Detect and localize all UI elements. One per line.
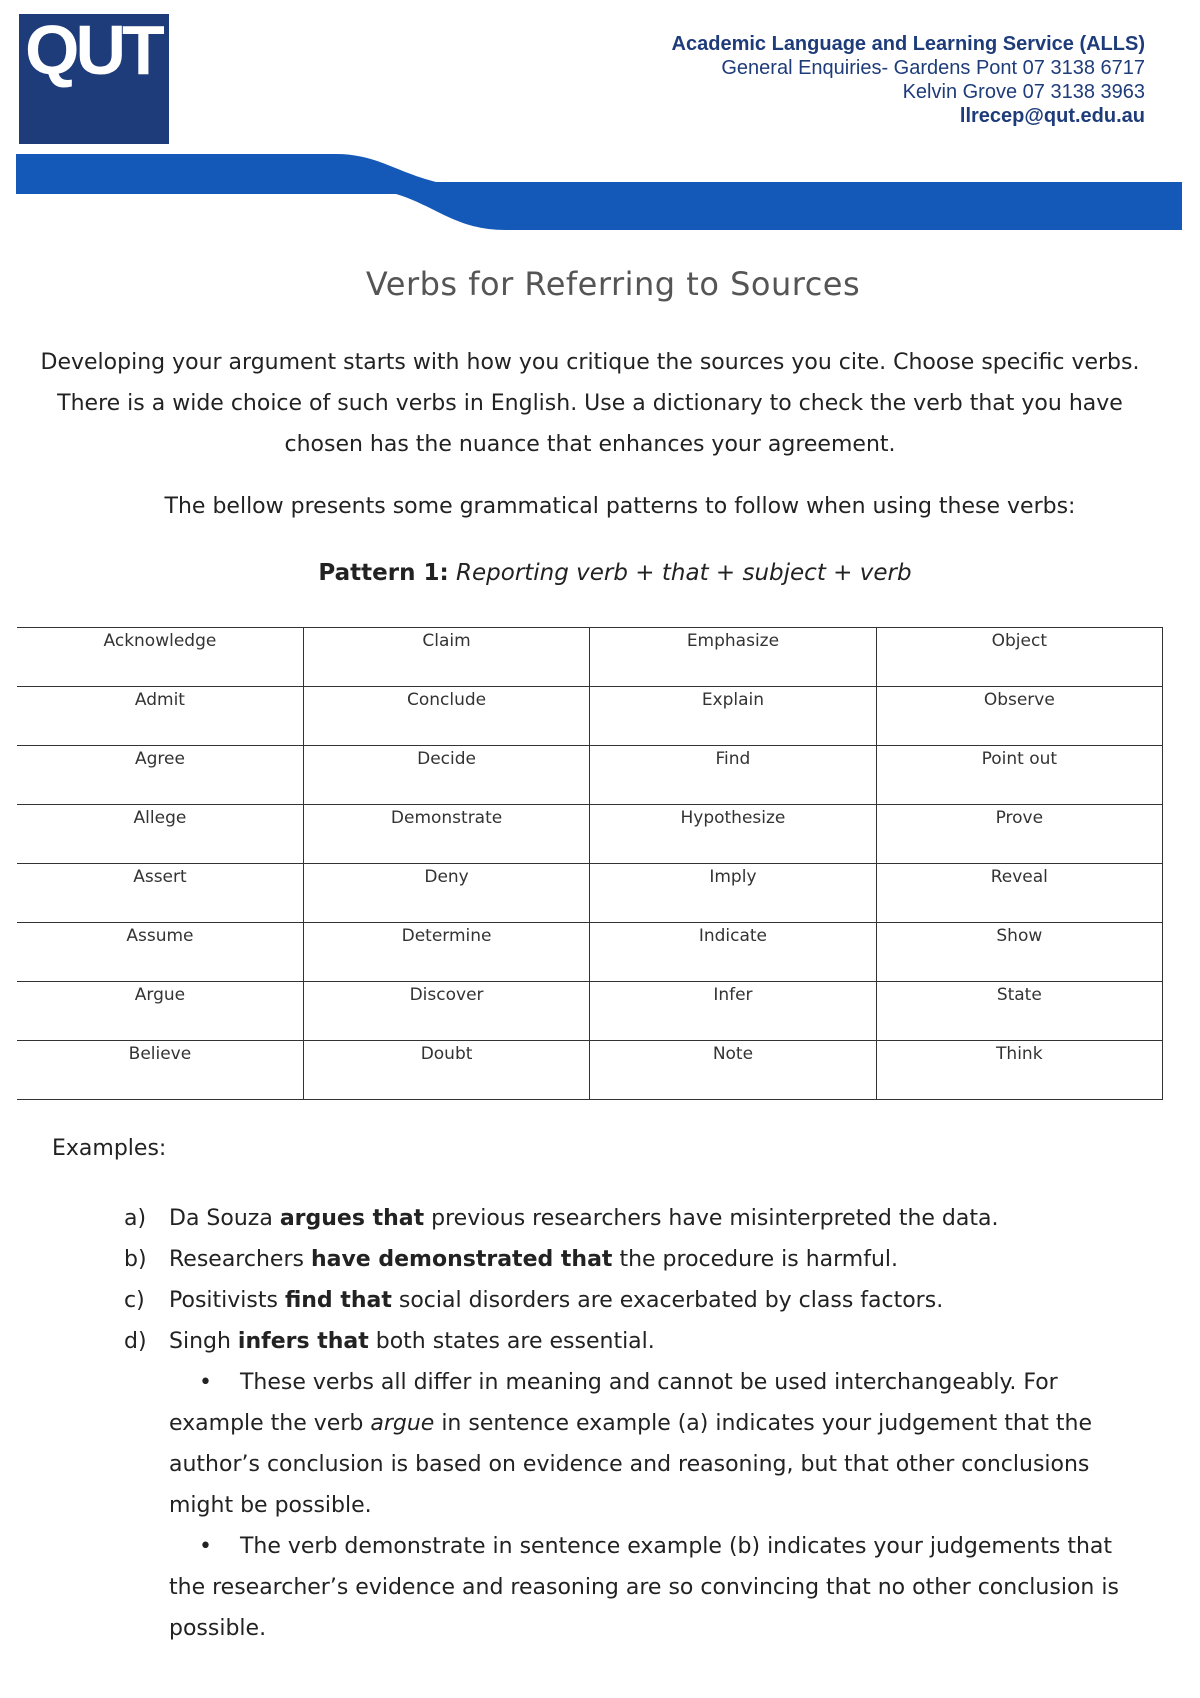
example-letter: c) [124, 1288, 145, 1313]
verb-cell: Acknowledge [17, 628, 303, 687]
verbs-table [17, 627, 1163, 1100]
verb-cell: Indicate [590, 923, 876, 982]
logo-text: QUT [25, 11, 161, 89]
verb-cell: Decide [303, 746, 589, 805]
page-title: Verbs for Referring to Sources [365, 265, 861, 303]
verb-cell: Prove [876, 805, 1162, 864]
table-row [17, 746, 1163, 805]
bullet-icon: • [199, 1534, 212, 1559]
verb-cell: Observe [876, 687, 1162, 746]
example-text: Researchers have demonstrated that the procedure is harmful. [169, 1247, 899, 1272]
bullet-icon: • [199, 1370, 212, 1395]
pattern-label: Pattern 1: [318, 560, 449, 586]
note-1: • These verbs all differ in meaning and cannot be used interchangeably. For example the verb argue in sentence example (a) indicates your judgement that the author’s conclusion is based on evidence and reasoning, but that other conclusions might be possible. [169, 1370, 1092, 1518]
example-letter: b) [124, 1247, 147, 1272]
table-row [17, 864, 1163, 923]
verb-cell: Allege [17, 805, 303, 864]
table-row [17, 628, 1163, 687]
example-letter: d) [124, 1329, 147, 1354]
verb-cell: Point out [876, 746, 1162, 805]
note-2: • The verb demonstrate in sentence example (b) indicates your judgements that the researcher’s evidence and reasoning are so convincing that no other conclusion is possible. [169, 1534, 1119, 1641]
list-item [124, 1239, 1134, 1280]
example-text: Singh infers that both states are essential. [169, 1329, 655, 1354]
verb-cell: Agree [17, 746, 303, 805]
table-row [17, 982, 1163, 1041]
verb-cell: Note [590, 1041, 876, 1100]
contact-block [672, 32, 1145, 128]
contact-line-1: General Enquiries- Gardens Pont 07 3138 6717 [721, 57, 1145, 79]
verb-cell: Demonstrate [303, 805, 589, 864]
example-letter: a) [124, 1206, 147, 1231]
verb-cell: Infer [590, 982, 876, 1041]
contact-email: llrecep@qut.edu.au [959, 105, 1145, 127]
list-item [124, 1280, 1134, 1321]
verb-cell: Believe [17, 1041, 303, 1100]
intro-paragraph: Developing your argument starts with how you critique the sources you cite. Choose specific verbs. There is a wide choice of such verbs in English. Use a dictionary to check the verb that you have chosen has the nuance that enhances your agreement. [40, 350, 1140, 457]
verb-cell: Argue [17, 982, 303, 1041]
verb-cell: Emphasize [590, 628, 876, 687]
patterns-intro: The bellow presents some grammatical patterns to follow when using these verbs: [164, 494, 1076, 519]
example-list [124, 1198, 1134, 1362]
verb-cell: Reveal [876, 864, 1162, 923]
verb-cell: Object [876, 628, 1162, 687]
example-text: Da Souza argues that previous researchers have misinterpreted the data. [169, 1206, 999, 1231]
org-name: Academic Language and Learning Service (ALLS) [671, 33, 1145, 55]
qut-logo [19, 11, 169, 144]
verb-cell: Doubt [303, 1041, 589, 1100]
list-item [124, 1198, 1134, 1239]
verb-cell: Show [876, 923, 1162, 982]
list-item [124, 1321, 1134, 1362]
example-text: Positivists find that social disorders are exacerbated by class factors. [169, 1288, 944, 1313]
table-row [17, 923, 1163, 982]
verb-cell: Determine [303, 923, 589, 982]
verb-cell: Assume [17, 923, 303, 982]
verb-cell: Discover [303, 982, 589, 1041]
contact-line-2: Kelvin Grove 07 3138 3963 [902, 81, 1145, 103]
table-row [17, 805, 1163, 864]
verb-cell: Assert [17, 864, 303, 923]
pattern-formula: Reporting verb + that + subject + verb [456, 560, 912, 586]
verb-cell: Claim [303, 628, 589, 687]
table-row [17, 687, 1163, 746]
verb-cell: Find [590, 746, 876, 805]
verb-cell: Think [876, 1041, 1162, 1100]
verb-cell: State [876, 982, 1162, 1041]
pattern-heading [0, 560, 1200, 586]
header-wave-banner [16, 150, 1182, 232]
verb-cell: Hypothesize [590, 805, 876, 864]
verb-cell: Deny [303, 864, 589, 923]
verb-cell: Admit [17, 687, 303, 746]
verb-cell: Imply [590, 864, 876, 923]
verb-cell: Explain [590, 687, 876, 746]
examples-heading: Examples: [52, 1136, 167, 1161]
table-row [17, 1041, 1163, 1100]
verb-cell: Conclude [303, 687, 589, 746]
